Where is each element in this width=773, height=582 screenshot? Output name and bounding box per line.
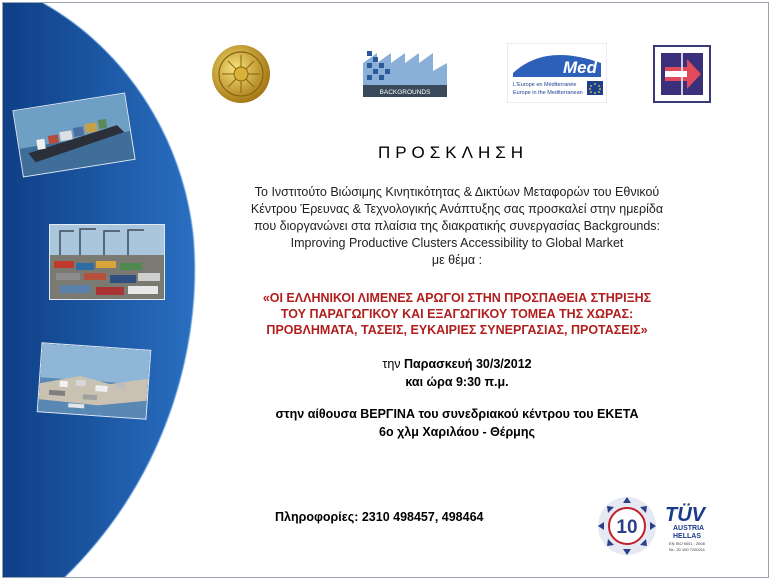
container-port-photo [49, 224, 165, 300]
seal-logo [210, 43, 272, 110]
theme-line: ΠΡΟΒΛΗΜΑΤΑ, ΤΑΣΕΙΣ, ΕΥΚΑΙΡΙΕΣ ΣΥΝΕΡΓΑΣΙΑΣ, ΠΡΟΤΑΣΕΙΣ» [266, 323, 648, 337]
event-theme [231, 290, 683, 338]
med-caption-fr: L'Europe en Méditerranée [513, 82, 577, 88]
date-prefix: την [382, 357, 401, 371]
intro-line: που διοργανώνει στα πλαίσια της διακρατικής συνεργασίας Backgrounds: [253, 219, 661, 233]
tuv-brand: TÜV [665, 504, 705, 526]
date-line [231, 355, 683, 373]
tuv-certification-logo [663, 501, 727, 558]
theme-line: «ΟΙ ΕΛΛΗΝΙΚΟΙ ΛΙΜΕΝΕΣ ΑΡΩΓΟΙ ΣΤΗΝ ΠΡΟΣΠΑΘΕΙΑ ΣΤΗΡΙΞΗΣ [262, 291, 652, 305]
event-date: Παρασκευή 30/3/2012 [404, 357, 532, 371]
tuv-cert-2: Nr.: 20 100 7200211 [669, 547, 705, 552]
venue-line-2: 6ο χλμ Χαριλάου - Θέρμης [379, 425, 535, 439]
tuv-sub-1: AUSTRIA [673, 525, 705, 532]
invitation-card [2, 2, 769, 578]
event-venue [231, 405, 683, 441]
venue-line-1: στην αίθουσα ΒΕΡΓΙΝΑ του συνεδριακού κέντρου του ΕΚΕΤΑ [275, 407, 639, 421]
harbor-aerial-photo [37, 342, 152, 420]
invitation-intro [231, 184, 683, 269]
intro-line: Το Ινστιτούτο Βιώσιμης Κινητικότητας & Δικτύων Μεταφορών του Εθνικού [254, 185, 660, 199]
med-logo-text: Med [563, 58, 597, 77]
med-caption-en: Europe in the Mediterranean [513, 90, 583, 96]
intro-line: Κέντρου Έρευνας & Τεχνολογικής Ανάπτυξης σας προσκαλεί στην ημερίδα [250, 202, 664, 216]
backgrounds-logo-text: BACKGROUNDS [379, 89, 431, 96]
intro-line: Improving Productive Clusters Accessibility to Global Market [290, 236, 624, 250]
anniversary-number: 10 [616, 517, 638, 538]
event-datetime [231, 355, 683, 391]
institute-logo [653, 45, 711, 108]
intro-line: με θέμα : [431, 253, 483, 267]
theme-line: ΤΟΥ ΠΑΡΑΓΩΓΙΚΟΥ ΚΑΙ ΕΞΑΓΩΓΙΚΟΥ ΤΟΜΕΑ ΤΗΣ ΧΩΡΑΣ: [280, 307, 634, 321]
anniversary-badge [596, 495, 658, 562]
invitation-title: ΠΡΟΣΚΛΗΣΗ [377, 143, 529, 162]
tuv-sub-2: HELLAS [673, 533, 701, 540]
backgrounds-logo [355, 41, 455, 108]
med-programme-logo [507, 43, 607, 108]
event-time: και ώρα 9:30 π.μ. [405, 375, 509, 389]
tuv-cert-1: EN ISO 9001 : 2008 [669, 541, 705, 546]
contact-info: Πληροφορίες: 2310 498457, 498464 [275, 510, 484, 524]
